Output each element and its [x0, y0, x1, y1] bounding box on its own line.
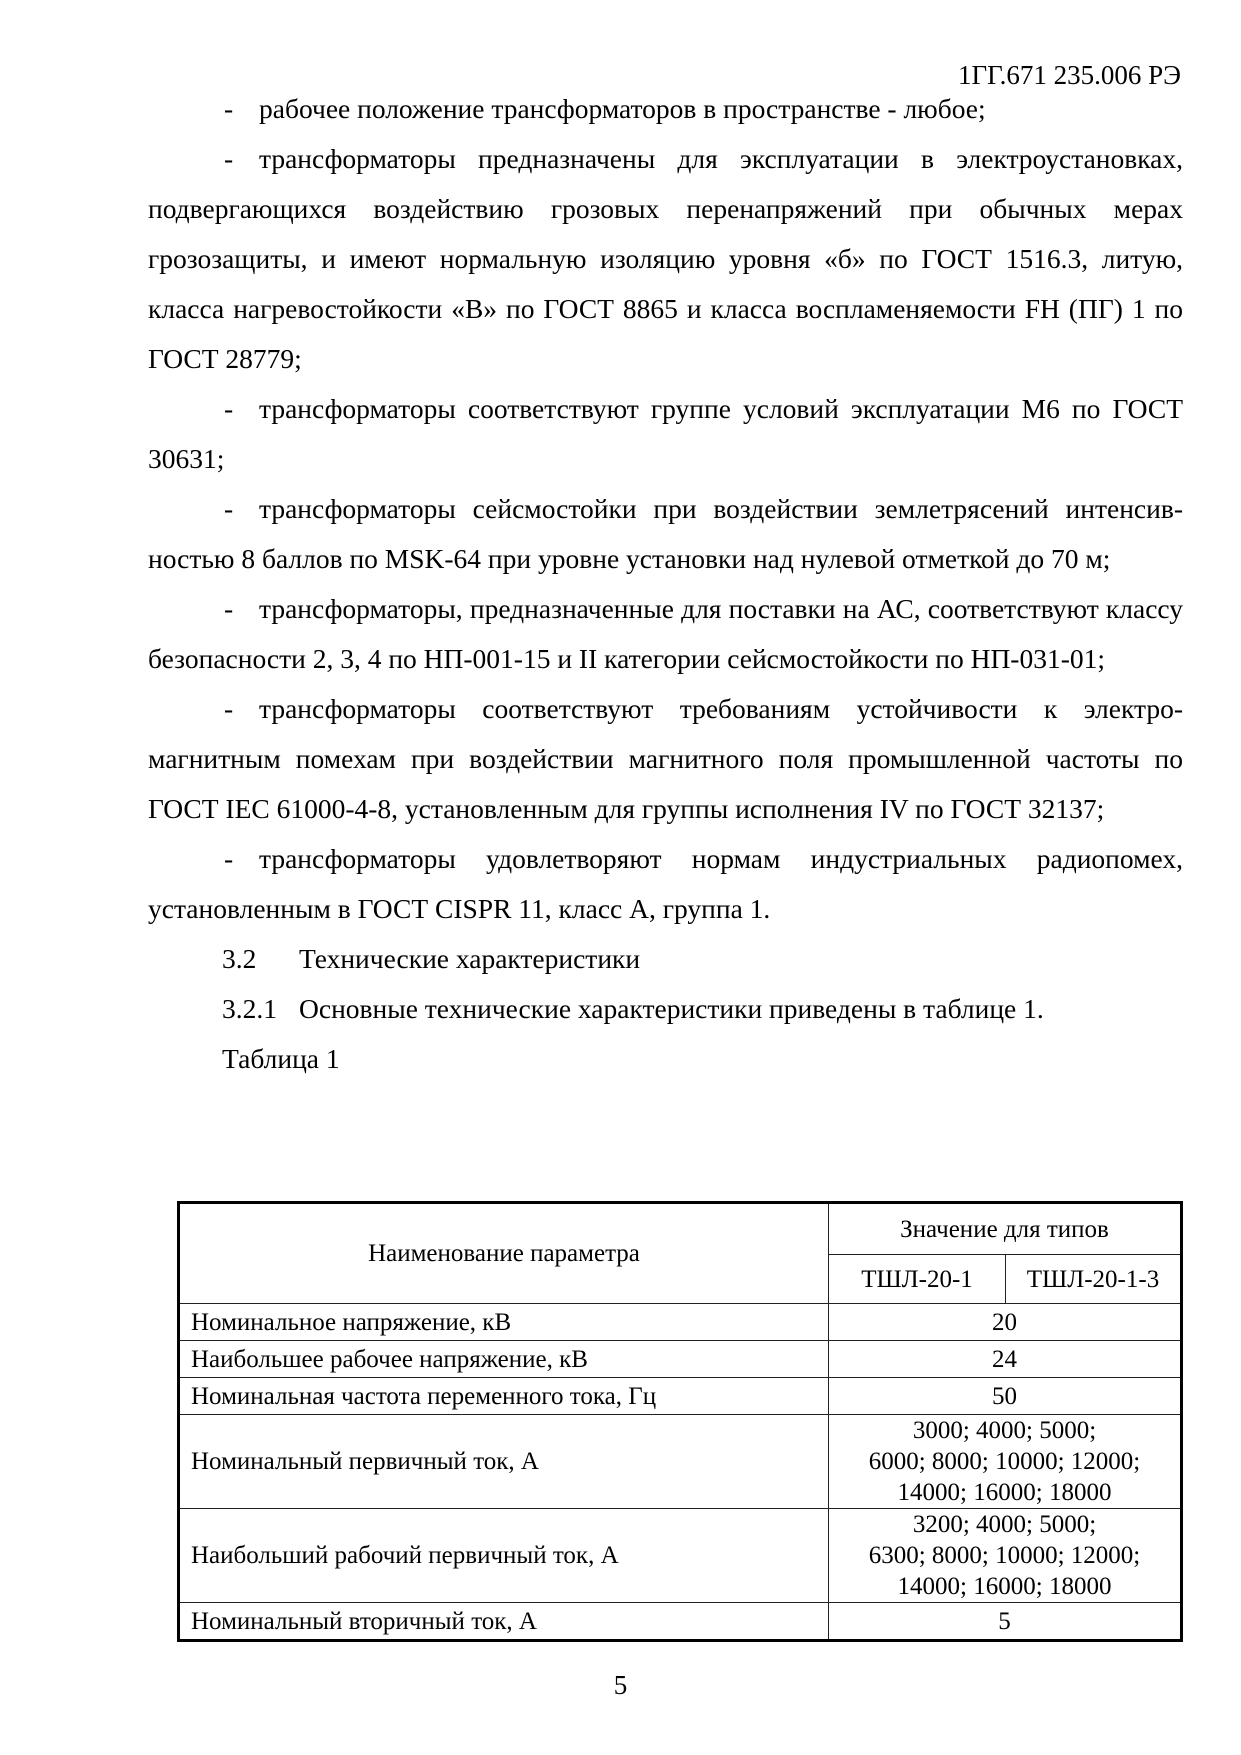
header-type-2: ТШЛ-20-1-3: [1006, 1255, 1182, 1304]
value-line: 14000; 16000; 18000: [897, 1573, 1112, 1600]
bullet-text: трансформаторы соответствуют требованиям устойчивости к электромагнитным помехам при воздействии магнитного поля промышленной частоты по ГОСТ IEC 61000-4-8, установленным для группы исполнения IV по ГОСТ 32137;: [148, 693, 1183, 824]
param-value: [829, 1603, 1182, 1641]
specifications-table: [177, 1201, 1183, 1642]
bullet-text: трансформаторы, предназначенные для поставки на АС, соответствуют классу безопасности 2, 3, 4 по НП-001-15 и II категории сейсмостойкости по НП-031-01;: [148, 593, 1183, 674]
value-line: 6300; 8000; 10000; 12000;: [868, 1542, 1141, 1569]
bullet-item: [148, 834, 1183, 934]
param-value: [829, 1304, 1182, 1341]
body-text: [148, 84, 1183, 1084]
param-name: Номинальная частота переменного тока, Гц: [179, 1378, 829, 1415]
bullet-dash: -: [224, 593, 234, 624]
value-line: 3000; 4000; 5000;: [912, 1417, 1097, 1444]
section-heading: [148, 934, 1183, 984]
bullet-dash: -: [224, 493, 234, 524]
param-value: [829, 1378, 1182, 1415]
param-value: [829, 1341, 1182, 1378]
subsection-line: [148, 984, 1183, 1034]
page-number: 5: [613, 1670, 628, 1700]
bullet-text: трансформаторы сейсмостойки при воздействии землетрясений интенсивностью 8 баллов по MSK-64 при уровне установки над нулевой отметкой до 70 м;: [148, 493, 1183, 574]
bullet-dash: -: [224, 393, 234, 424]
bullet-text: трансформаторы соответствуют группе условий эксплуатации М6 по ГОСТ 30631;: [148, 393, 1183, 474]
bullet-item: [148, 84, 1183, 134]
bullet-dash: -: [224, 93, 234, 124]
value-line: 24: [992, 1345, 1017, 1373]
bullet-dash: -: [224, 843, 234, 874]
table-row: [179, 1509, 1182, 1603]
value-line: 14000; 16000; 18000: [897, 1479, 1112, 1506]
table-row: [179, 1378, 1182, 1415]
bullet-item: [148, 134, 1183, 384]
value-line: 20: [992, 1308, 1017, 1336]
param-name: Номинальный вторичный ток, А: [179, 1603, 829, 1641]
bullet-dash: -: [224, 143, 234, 174]
subsection-number: 3.2.1: [222, 993, 277, 1024]
param-name: Номинальный первичный ток, А: [179, 1415, 829, 1509]
param-value: [829, 1509, 1182, 1603]
param-name: Наибольшее рабочее напряжение, кВ: [179, 1341, 829, 1378]
table-caption: Таблица 1: [222, 1043, 340, 1074]
value-line: 3200; 4000; 5000;: [912, 1511, 1097, 1538]
table-row: [179, 1304, 1182, 1341]
bullet-item: [148, 684, 1183, 834]
value-line: 5: [998, 1607, 1011, 1635]
table-row: [179, 1341, 1182, 1378]
table-header-row: [179, 1203, 1182, 1255]
bullet-text: трансформаторы удовлетворяют нормам индустриальных радиопомех, установленным в ГОСТ CISPR 11, класс А, группа 1.: [148, 843, 1183, 924]
value-line: 50: [992, 1382, 1017, 1410]
header-type-1: ТШЛ-20-1: [829, 1255, 1006, 1304]
value-line: 6000; 8000; 10000; 12000;: [868, 1448, 1141, 1475]
section-number: 3.2: [222, 943, 257, 974]
header-param-name: Наименование параметра: [179, 1203, 829, 1304]
bullet-item: [148, 384, 1183, 484]
header-values-group: Значение для типов: [829, 1203, 1182, 1255]
param-name: Наибольший рабочий первичный ток, А: [179, 1509, 829, 1603]
section-title: Технические характеристики: [299, 943, 641, 974]
param-value: [829, 1415, 1182, 1509]
bullet-text: рабочее положение трансформаторов в пространстве - любое;: [259, 93, 986, 124]
document-code: 1ГГ.671 235.006 РЭ: [957, 60, 1181, 90]
bullet-text: трансформаторы предназначены для эксплуатации в электроустановках, подвергающихся воздействию грозовых перенапряжений при обычных мерах грозозащиты, и имеют нормальную изоляцию уровня «б» по ГОСТ 1516.3, литую, класса нагревостойкости «В» по ГОСТ 8865 и класса воспламеняемости FH (ПГ) 1 по ГОСТ 28779;: [148, 143, 1183, 374]
table-row: [179, 1603, 1182, 1641]
table-row: [179, 1415, 1182, 1509]
param-name: Номинальное напряжение, кВ: [179, 1304, 829, 1341]
bullet-item: [148, 584, 1183, 684]
subsection-text: Основные технические характеристики приведены в таблице 1.: [299, 993, 1044, 1024]
bullet-dash: -: [224, 693, 234, 724]
bullet-item: [148, 484, 1183, 584]
